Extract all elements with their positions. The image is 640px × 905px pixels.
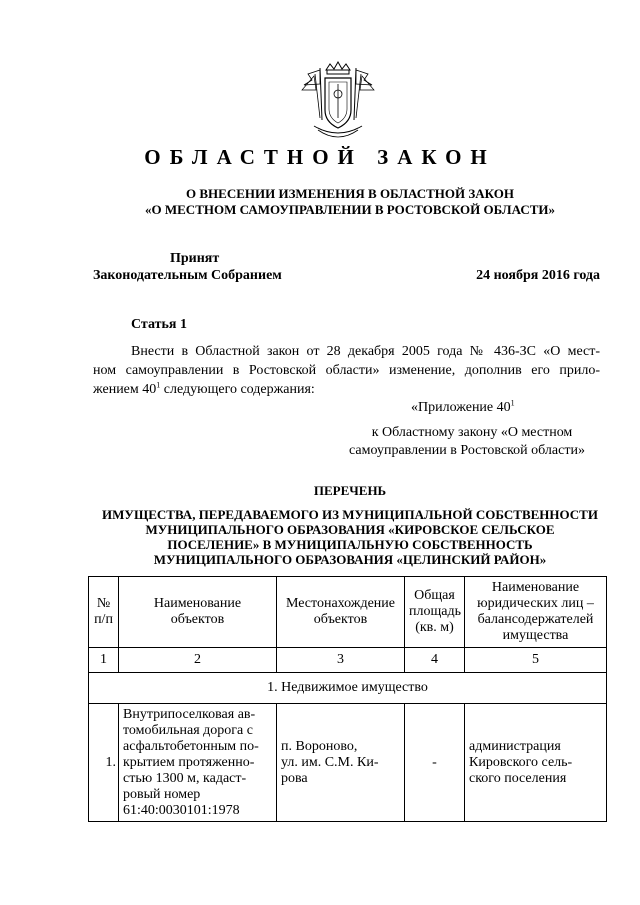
cell-text-line: асфальтобетонным по-	[123, 738, 259, 754]
adopted-label: Принят	[170, 251, 220, 266]
article-text-line-2: ном самоуправлении в Ростовской области» изменение, дополнив его прило-	[93, 363, 600, 378]
cell-text-line: ского поселения	[469, 770, 567, 786]
table-header-cell	[89, 577, 119, 648]
table-header-row	[89, 577, 607, 648]
list-title-line-2: МУНИЦИПАЛЬНОГО ОБРАЗОВАНИЯ «КИРОВСКОЕ СЕЛЬСКОЕ	[145, 522, 555, 537]
appendix-ref-line-2: самоуправлении в Ростовской области»	[349, 443, 585, 458]
object-area-cell: -	[405, 704, 465, 822]
table-column-number-row	[89, 648, 607, 673]
cell-text-line: ровый номер	[123, 786, 201, 802]
law-subtitle-line-1: О ВНЕСЕНИИ ИЗМЕНЕНИЯ В ОБЛАСТНОЙ ЗАКОН	[186, 186, 514, 201]
cell-text-line: администрация	[469, 738, 561, 754]
table-header-text: Общая	[414, 588, 455, 603]
cell-text-line: 61:40:0030101:1978	[123, 802, 240, 818]
article-text-after: следующего содержания:	[160, 382, 315, 397]
table-header-text: объектов	[170, 612, 225, 627]
table-header-text: юридических лиц –	[477, 596, 594, 611]
table-header-text: (кв. м)	[415, 620, 454, 635]
table-header-text: балансодержателей	[477, 612, 594, 627]
cell-text-line: томобильная дорога с	[123, 722, 253, 738]
section-title: 1. Недвижимое имущество	[89, 673, 607, 704]
table-header-text: п/п	[94, 612, 113, 627]
column-number-cell: 4	[405, 648, 465, 673]
appendix-superscript: 1	[510, 398, 515, 408]
list-title-line-4: МУНИЦИПАЛЬНОГО ОБРАЗОВАНИЯ «ЦЕЛИНСКИЙ РАЙОН»	[153, 552, 547, 567]
cell-text-line: ул. им. С.М. Ки-	[281, 754, 379, 770]
article-heading: Статья 1	[131, 317, 187, 332]
appendix-label-text: «Приложение 40	[411, 400, 511, 415]
table-header-text: объектов	[313, 612, 368, 627]
law-subtitle-line-2: «О МЕСТНОМ САМОУПРАВЛЕНИИ В РОСТОВСКОЙ ОБЛАСТИ»	[145, 202, 555, 217]
cell-text-line: стью 1300 м, кадаст-	[123, 770, 247, 786]
column-number-cell: 2	[119, 648, 277, 673]
column-number-cell: 1	[89, 648, 119, 673]
list-heading: ПЕРЕЧЕНЬ	[313, 483, 387, 498]
object-name-cell	[119, 704, 277, 822]
table-header-text: имущества	[502, 628, 569, 643]
table-header-cell	[119, 577, 277, 648]
table-header-cell	[277, 577, 405, 648]
cell-text-line: п. Вороново,	[281, 738, 358, 754]
table-header-cell	[405, 577, 465, 648]
list-title-line-3: ПОСЕЛЕНИЕ» В МУНИЦИПАЛЬНУЮ СОБСТВЕННОСТЬ	[167, 537, 533, 552]
rostov-coat-of-arms-emblem	[298, 60, 378, 145]
row-number-cell: 1.	[89, 704, 119, 822]
list-title-line-1: ИМУЩЕСТВА, ПЕРЕДАВАЕМОГО ИЗ МУНИЦИПАЛЬНОЙ СОБСТВЕННОСТИ	[102, 507, 598, 522]
property-table	[88, 576, 607, 822]
appendix-ref-line-1: к Областному закону «О местном	[371, 425, 573, 440]
adopted-by: Законодательным Собранием	[93, 268, 282, 283]
cell-text-line: Внутрипоселковая ав-	[123, 706, 256, 722]
table-header-text: №	[96, 596, 111, 611]
table-header-text: Местонахождение	[285, 596, 395, 611]
appendix-label	[411, 398, 515, 417]
table-header-text: Наименование	[491, 580, 580, 595]
law-title: ОБЛАСТНОЙ ЗАКОН	[144, 145, 496, 169]
article-superscript: 1	[156, 380, 161, 390]
object-location-cell	[277, 704, 405, 822]
column-number-cell: 5	[465, 648, 607, 673]
table-section-row	[89, 673, 607, 704]
table-row	[89, 704, 607, 822]
table-header-cell	[465, 577, 607, 648]
balance-holder-cell	[465, 704, 607, 822]
table-header-text: площадь	[409, 604, 461, 619]
article-text-line-1: Внести в Областной закон от 28 декабря 2005 года № 436-ЗС «О мест-	[131, 344, 600, 359]
adopted-date: 24 ноября 2016 года	[476, 268, 600, 283]
article-text-before: жением 40	[93, 382, 157, 397]
cell-text-line: Кировского сель-	[469, 754, 573, 770]
cell-text-line: крытием протяженно-	[123, 754, 255, 770]
article-text-line-3	[93, 380, 600, 399]
column-number-cell: 3	[277, 648, 405, 673]
cell-text-line: рова	[281, 770, 308, 786]
table-header-text: Наименование	[153, 596, 242, 611]
